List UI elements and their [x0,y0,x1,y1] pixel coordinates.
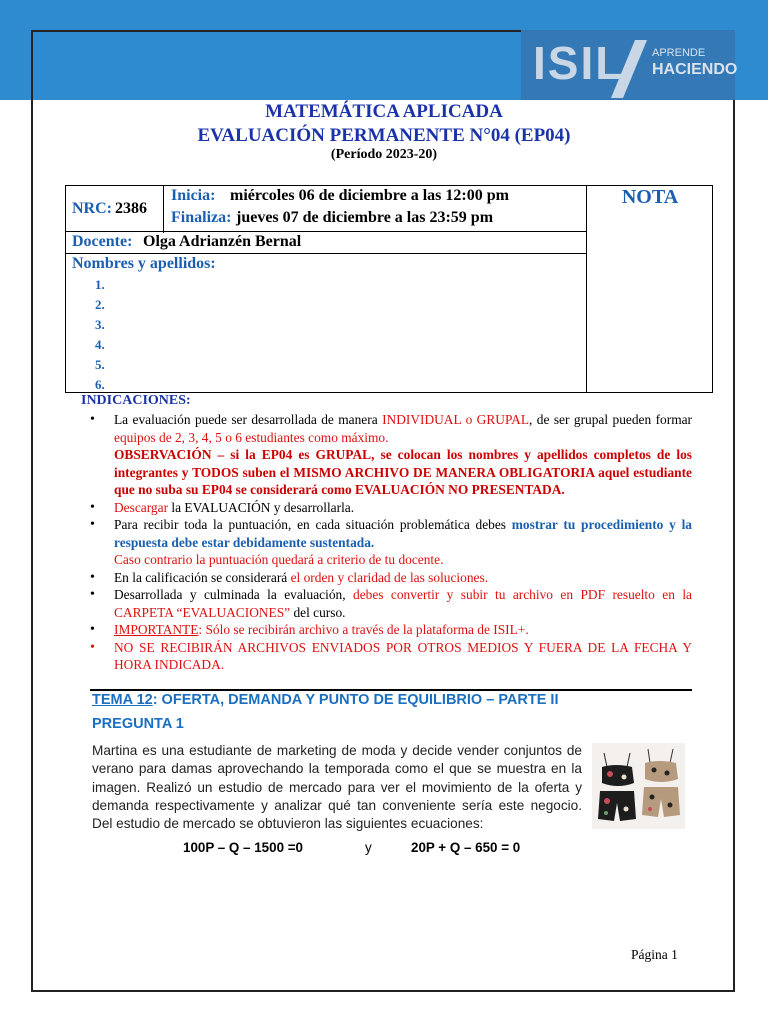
list-item [90,499,692,517]
text: el orden y claridad de las soluciones. [290,569,489,585]
start-value: miércoles 06 de diciembre a las 12:00 pm [230,187,509,204]
teacher-value: Olga Adrianzén Bernal [143,233,302,250]
teacher-label: Docente: [72,233,133,250]
equation-conjunction: y [365,840,372,855]
text: INDIVIDUAL o GRUPAL [382,412,530,427]
text: , de ser grupal pueden formar [529,412,693,427]
list-item [90,639,692,674]
nrc-label: NRC: [72,200,112,217]
student-number: 3. [95,317,105,332]
text: En la calificación se considerará [114,569,291,585]
text: la EVALUACIÓN y desarrollarla. [168,499,355,515]
text: Desarrollada y culminada la evaluación, [114,587,353,602]
end-label: Finaliza: [171,209,232,226]
text: : Sólo se recibirán archivo a través de la plataforma de ISIL+. [198,622,529,637]
text: mostrar tu procedimiento y la respuesta debe estar debidamente sustentada. [114,517,692,550]
topic-label: TEMA 12 [92,692,153,708]
list-item [90,621,692,639]
end-value: jueves 07 de diciembre a las 23:59 pm [236,209,494,226]
question-title: PREGUNTA 1 [92,716,184,732]
list-item [90,569,692,587]
text: Caso contrario la puntuación quedará a criterio de tu docente. [114,552,444,567]
start-label: Inicia: [171,187,216,204]
logo-tagline-2: HACIENDO [652,61,738,78]
topic-title: : OFERTA, DEMANDA Y PUNTO DE EQUILIBRIO – PARTE II [152,692,559,708]
text: del curso. [290,604,346,620]
names-label: Nombres y apellidos: [72,255,216,272]
instructions-list [90,411,692,674]
section-divider [90,689,692,691]
student-number: 5. [95,357,105,372]
equation-supply: 100P – Q – 1500 =0 [183,840,303,855]
equation-demand: 20P + Q – 650 = 0 [411,840,521,855]
text: La evaluación puede ser desarrollada de manera [114,412,383,427]
topic-heading [92,692,558,708]
instructions-title: INDICACIONES: [81,393,191,408]
text: la EP04 es GRUPAL, se colocan los nombres y apellidos completos de los integrantes y TODOS suben el MISMO ARCHIVO DE MANERA OBLIGATORIA aquel estudiante que no suba su EP04 se considerará como EVALUACIÓN NO PRESENTADA. [114,447,693,497]
logo-slash-icon [611,40,651,98]
question-text: Martina es una estudiante de marketing de moda y decide vender conjuntos de verano para damas aprovechando la temporada como el que se muestra en la imagen. Realizó un estudio de mercado para ver el movimiento de la oferta y demanda respectivamente y analizar qué tan conveniente sería este negocio. Del estudio de mercado se obtuvieron las siguientes ecuaciones: [92,743,582,832]
text: NO SE RECIBIRÁN ARCHIVOS ENVIADOS POR OTROS MEDIOS Y FUERA DE LA FECHA Y HORA INDICADA. [114,639,692,672]
divider [586,186,587,393]
text: Para recibir toda la puntuación, en cada situación problemática debes [114,517,512,532]
list-item [90,586,692,621]
clothing-photo [592,743,685,829]
text: Descargar [114,499,169,515]
text: debes convertir y subir tu archivo en PDF resuelto en la CARPETA “EVALUACIONES” [114,587,692,620]
nrc-value: 2386 [115,200,147,217]
student-number: 4. [95,337,105,352]
divider [66,231,586,232]
student-number: 1. [95,277,105,292]
logo-tagline-1: APRENDE [652,47,706,59]
grade-label: NOTA [621,186,679,208]
text: equipos de 2, 3, 4, 5 o 6 estudiantes como máximo. [114,429,389,445]
text: IMPORTANTE [114,622,199,637]
course-title: MATEMÁTICA APLICADA [265,101,503,122]
isil-logo [521,30,738,100]
student-number: 6. [95,377,105,392]
exam-title: EVALUACIÓN PERMANENTE N°04 (EP04) [197,125,571,146]
info-table [65,185,713,393]
observation [90,446,692,499]
student-number: 2. [95,297,105,312]
list-item [90,411,692,446]
text: OBSERVACIÓN – si [114,447,240,462]
divider [163,186,164,233]
period: (Período 2023-20) [330,147,438,162]
page-number: Página 1 [631,947,678,962]
list-item [90,516,692,569]
logo-text: ISIL [533,37,626,89]
divider [66,253,586,254]
